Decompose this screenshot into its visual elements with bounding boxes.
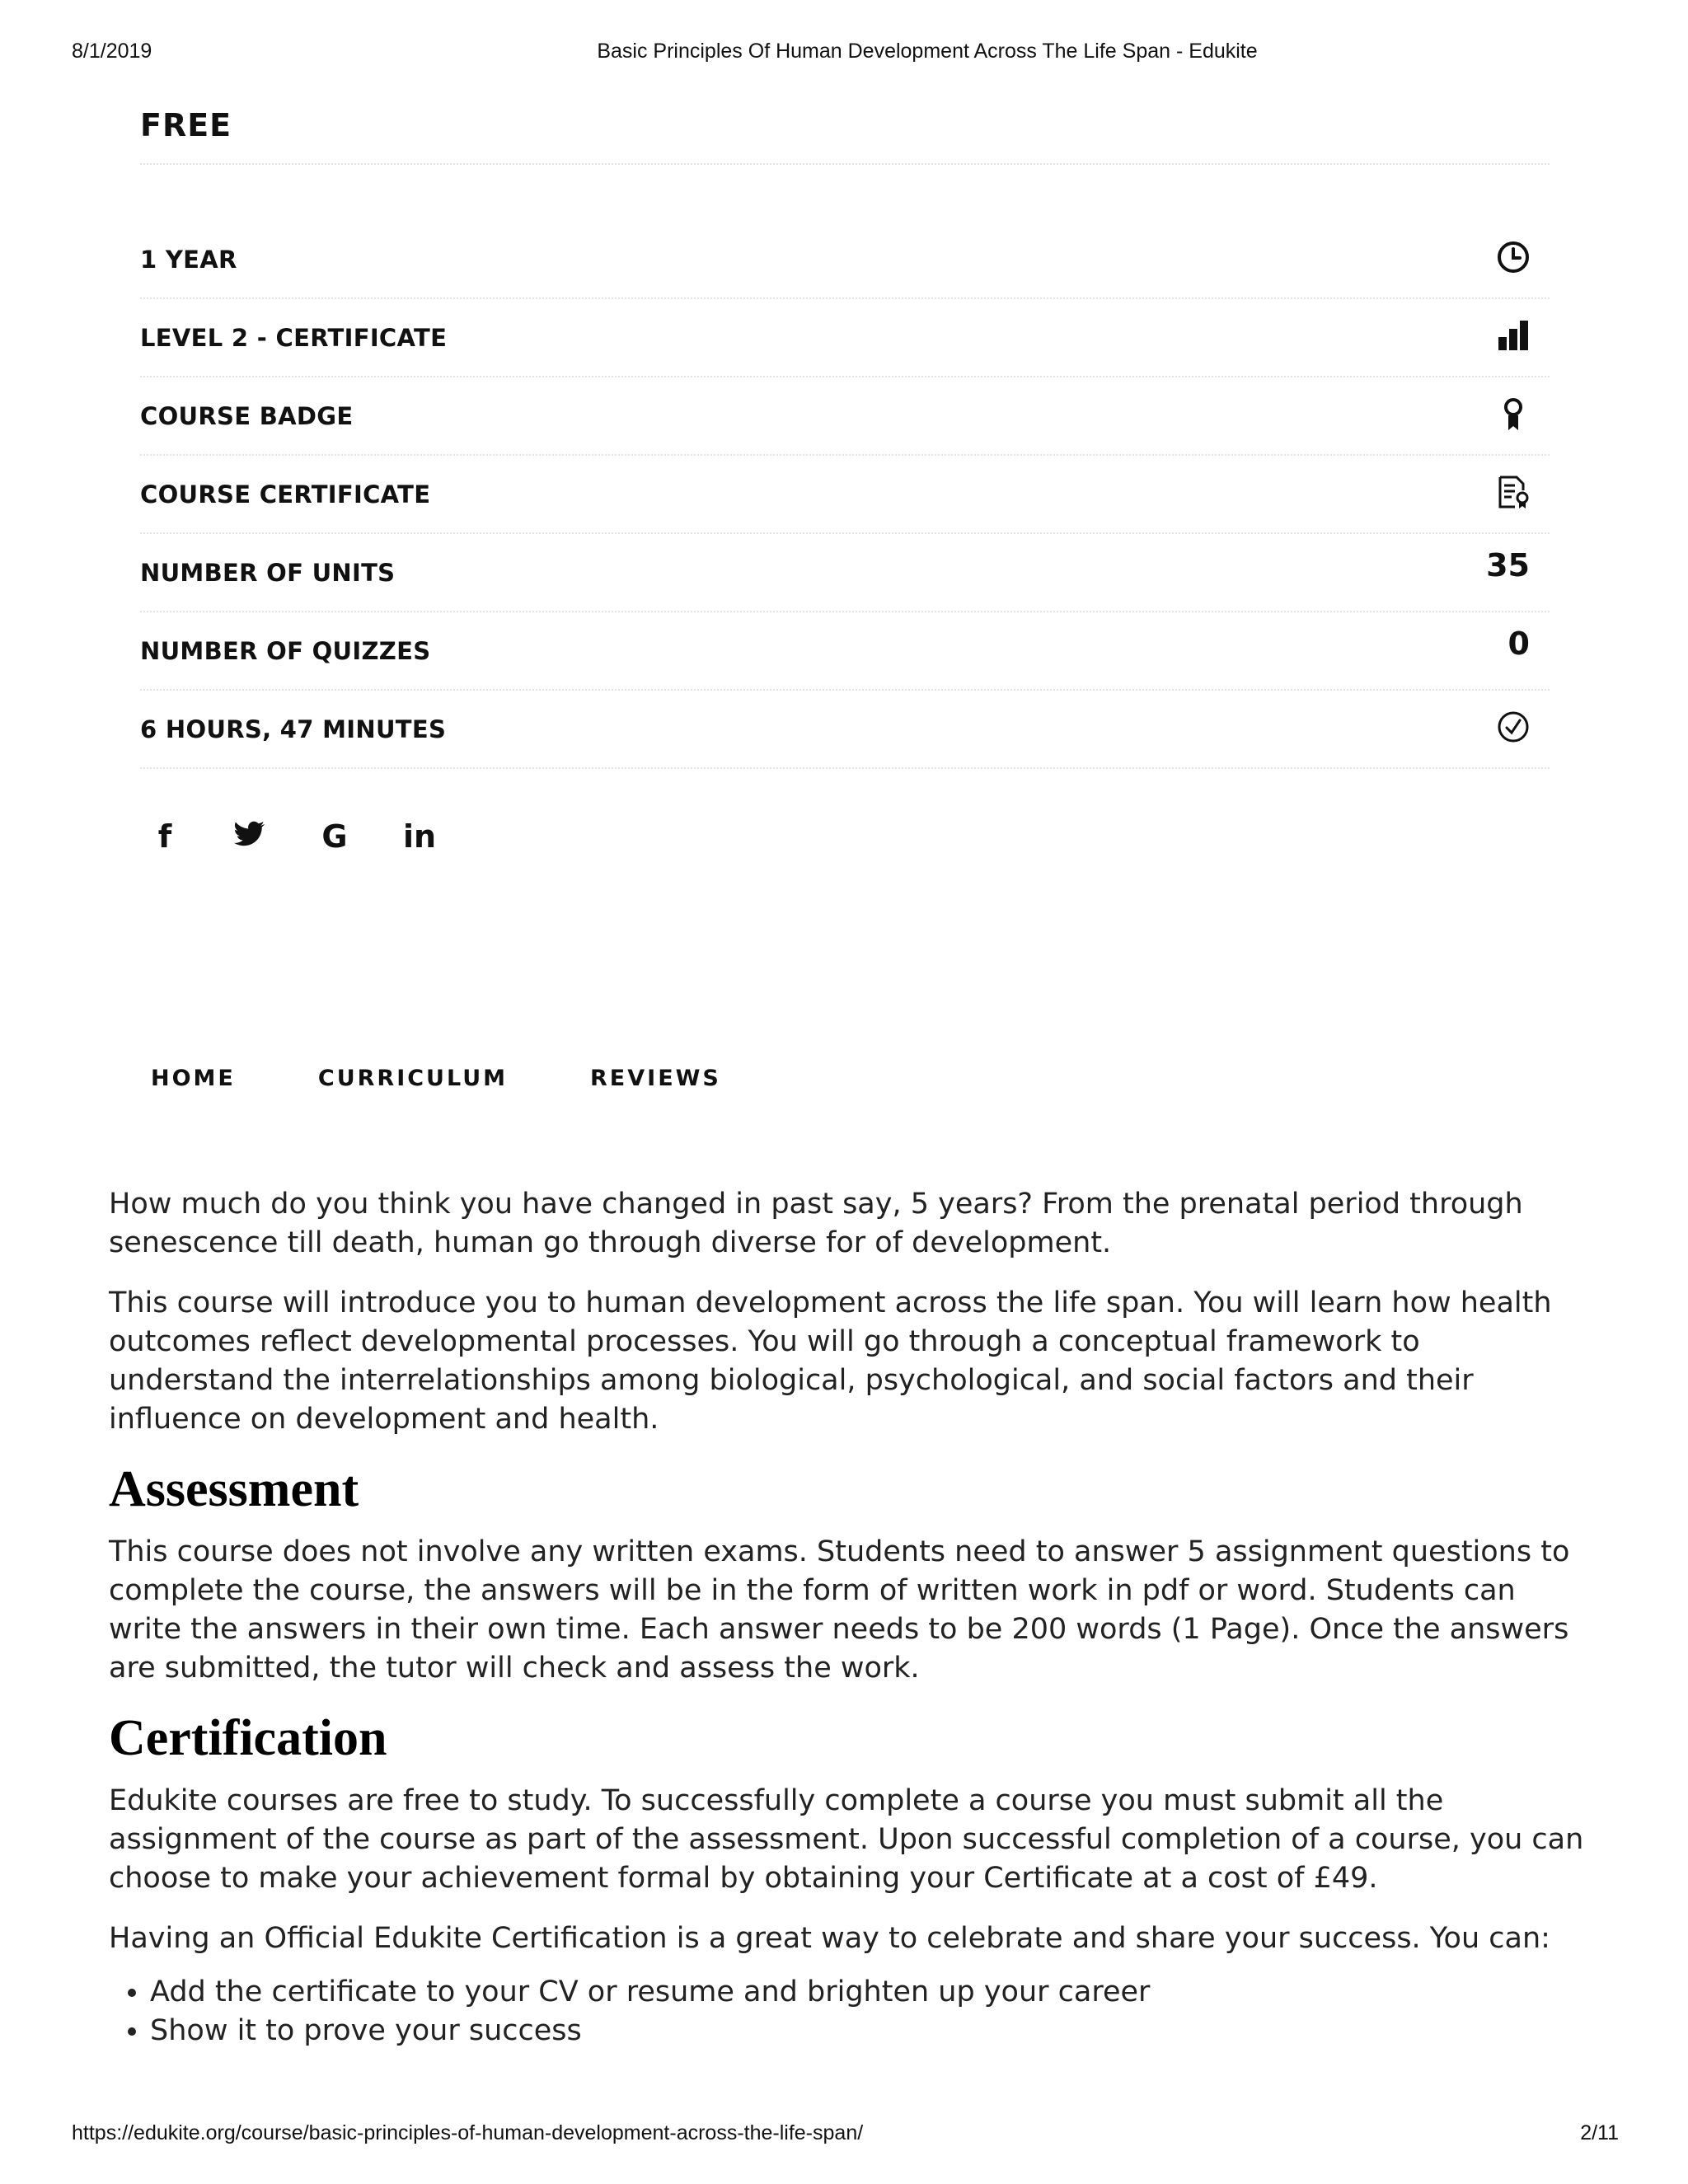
info-label: 1 YEAR bbox=[140, 246, 237, 274]
intro-paragraph: How much do you think you have changed in past say, 5 years? From the prenatal period through senescence till death, human go through diverse for of development. bbox=[109, 1188, 1523, 1259]
certificate-icon bbox=[1493, 472, 1533, 512]
check-circle-icon bbox=[1493, 707, 1533, 747]
linkedin-share-button[interactable] bbox=[395, 812, 480, 861]
course-tabs bbox=[151, 1066, 804, 1091]
info-row-level bbox=[140, 301, 1550, 377]
certification-paragraph: Edukite courses are free to study. To successfully complete a course you must submit all the assignment of the course as part of the assessment. Upon successful completion of a course, you can choose to make your achievement formal by obtaining your Certificate at a cost of £49. bbox=[109, 1784, 1584, 1895]
tab-home[interactable]: HOME bbox=[151, 1066, 236, 1091]
units-count: 35 bbox=[1486, 547, 1530, 583]
info-label: LEVEL 2 - CERTIFICATE bbox=[140, 324, 448, 352]
info-label: COURSE BADGE bbox=[140, 402, 354, 430]
assessment-paragraph: This course does not involve any written exams. Students need to answer 5 assignment questions to complete the course, the answers will be in the form of written work in pdf or word. Students can write the answers in their own time. Each answer needs to be 200 words (1 Page). Once the answers are submitted, the tutor will check and assess the work. bbox=[109, 1535, 1570, 1685]
google-icon: G bbox=[321, 818, 348, 855]
info-label: COURSE CERTIFICATE bbox=[140, 480, 431, 509]
bar-chart-icon bbox=[1493, 316, 1533, 355]
badge-icon bbox=[1493, 394, 1533, 434]
course-info-list bbox=[140, 223, 1550, 771]
facebook-icon: f bbox=[157, 818, 172, 855]
facebook-share-button[interactable] bbox=[140, 812, 225, 861]
print-url: https://edukite.org/course/basic-principles-of-human-development-across-the-life-span/ bbox=[72, 2121, 864, 2144]
info-row-duration bbox=[140, 223, 1550, 299]
tab-reviews[interactable]: REVIEWS bbox=[590, 1066, 721, 1091]
info-row-time bbox=[140, 692, 1550, 769]
info-label: 6 HOURS, 47 MINUTES bbox=[140, 715, 447, 743]
twitter-icon bbox=[225, 818, 274, 855]
social-share bbox=[140, 812, 480, 861]
quizzes-count: 0 bbox=[1507, 626, 1530, 662]
twitter-share-button[interactable] bbox=[225, 812, 310, 861]
info-row-certificate bbox=[140, 457, 1550, 534]
list-item: • Show it to prove your success bbox=[150, 2012, 1584, 2050]
info-row-units bbox=[140, 536, 1550, 612]
certification-heading: Certification bbox=[109, 1710, 387, 1766]
info-row-badge bbox=[140, 379, 1550, 456]
benefits-list bbox=[109, 1973, 1584, 2050]
linkedin-icon: in bbox=[402, 818, 437, 855]
info-row-quizzes bbox=[140, 614, 1550, 691]
print-page-number: 2/11 bbox=[1580, 2121, 1619, 2144]
print-page-title: Basic Principles Of Human Development Across The Life Span - Edukite bbox=[597, 40, 1258, 63]
tab-curriculum[interactable]: CURRICULUM bbox=[317, 1066, 509, 1091]
assessment-heading: Assessment bbox=[109, 1461, 359, 1517]
clock-icon bbox=[1493, 237, 1533, 277]
divider bbox=[140, 163, 1550, 165]
info-label: NUMBER OF UNITS bbox=[140, 559, 396, 587]
print-footer bbox=[0, 2121, 1688, 2154]
print-date: 8/1/2019 bbox=[72, 40, 152, 63]
print-header bbox=[0, 40, 1688, 73]
info-label: NUMBER OF QUIZZES bbox=[140, 637, 431, 665]
list-item: • Add the certificate to your CV or resume and brighten up your career bbox=[150, 1973, 1584, 2012]
google-share-button[interactable] bbox=[310, 812, 395, 861]
course-price: FREE bbox=[140, 107, 232, 143]
certification-benefits-intro: Having an Official Edukite Certification is a great way to celebrate and share your success. You can: bbox=[109, 1922, 1550, 1955]
intro-paragraph: This course will introduce you to human development across the life span. You will learn how health outcomes reflect developmental processes. You will go through a conceptual framework to understand the interrelationships among biological, psychological, and social factors and their influence on development and health. bbox=[109, 1286, 1552, 1436]
course-description bbox=[109, 1185, 1584, 2050]
